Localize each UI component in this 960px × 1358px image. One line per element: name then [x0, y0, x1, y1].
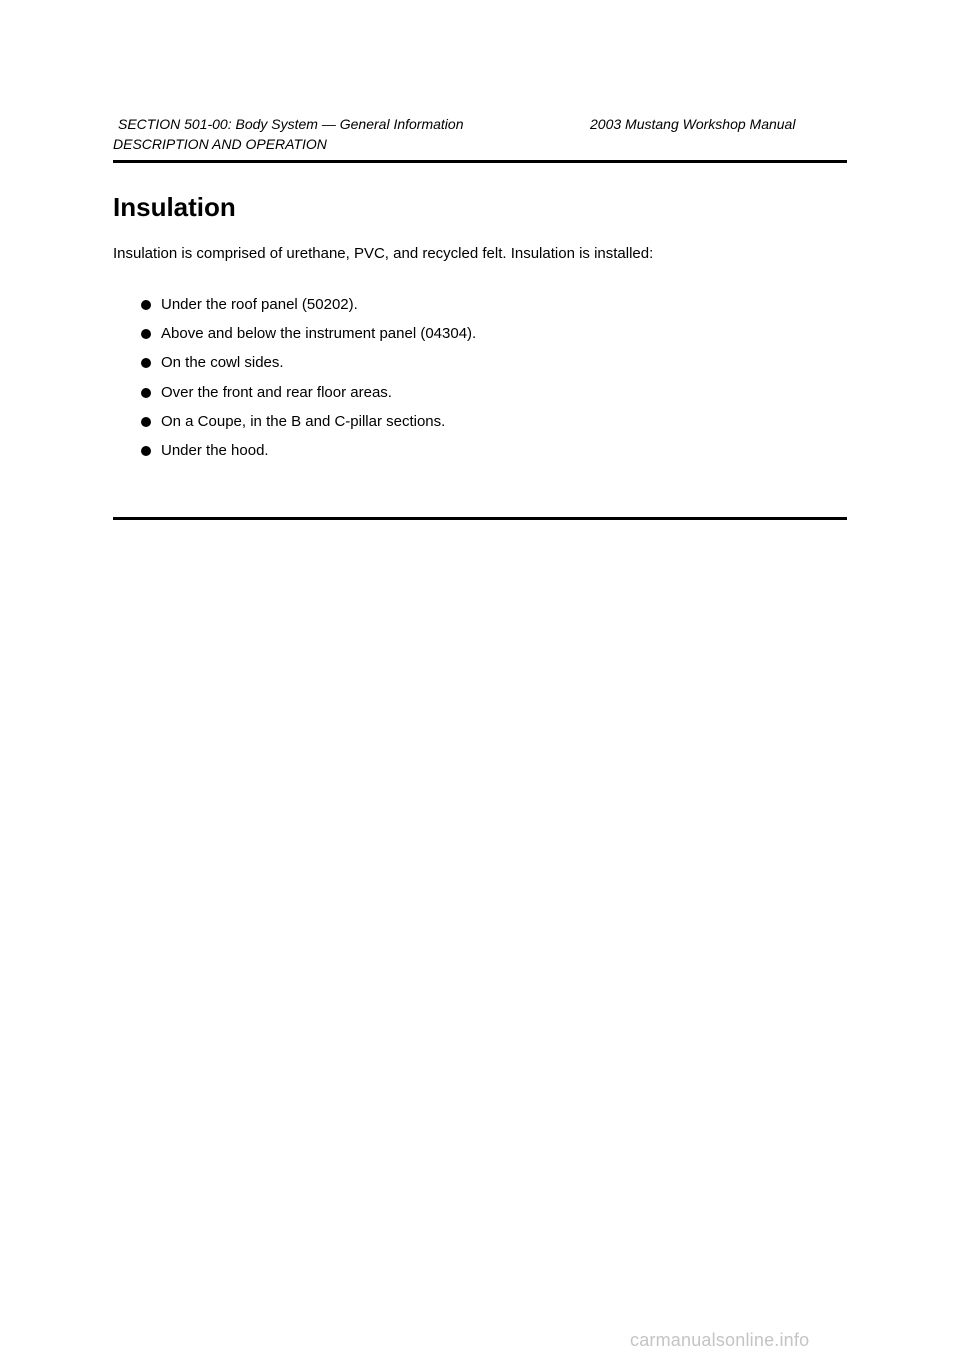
- page-title: Insulation: [113, 192, 236, 222]
- list-item-text: On the cowl sides.: [161, 354, 284, 372]
- page-header: [113, 112, 847, 162]
- content-end-divider: [113, 517, 847, 520]
- header-manual-title: 2003 Mustang Workshop Manual: [590, 116, 796, 132]
- bullet-icon: [141, 388, 151, 398]
- header-divider: [113, 160, 847, 163]
- bullet-icon: [141, 329, 151, 339]
- list-item-text: On a Coupe, in the B and C-pillar sections.: [161, 412, 446, 430]
- watermark-text: carmanualsonline.info: [630, 1330, 810, 1350]
- bullet-icon: [141, 358, 151, 368]
- bullet-icon: [141, 417, 151, 427]
- header-subsection: DESCRIPTION AND OPERATION: [113, 136, 327, 152]
- list-item-text: Under the hood.: [161, 441, 269, 459]
- list-item-text: Over the front and rear floor areas.: [161, 383, 392, 401]
- header-section-title: SECTION 501-00: Body System — General Information: [118, 116, 464, 132]
- list-item-text: Under the roof panel (50202).: [161, 296, 358, 313]
- intro-paragraph: Insulation is comprised of urethane, PVC, and recycled felt. Insulation is installed:: [113, 245, 654, 262]
- bullet-icon: [141, 446, 151, 456]
- list-item-text: Above and below the instrument panel (04304).: [161, 325, 477, 343]
- bullet-icon: [141, 300, 151, 310]
